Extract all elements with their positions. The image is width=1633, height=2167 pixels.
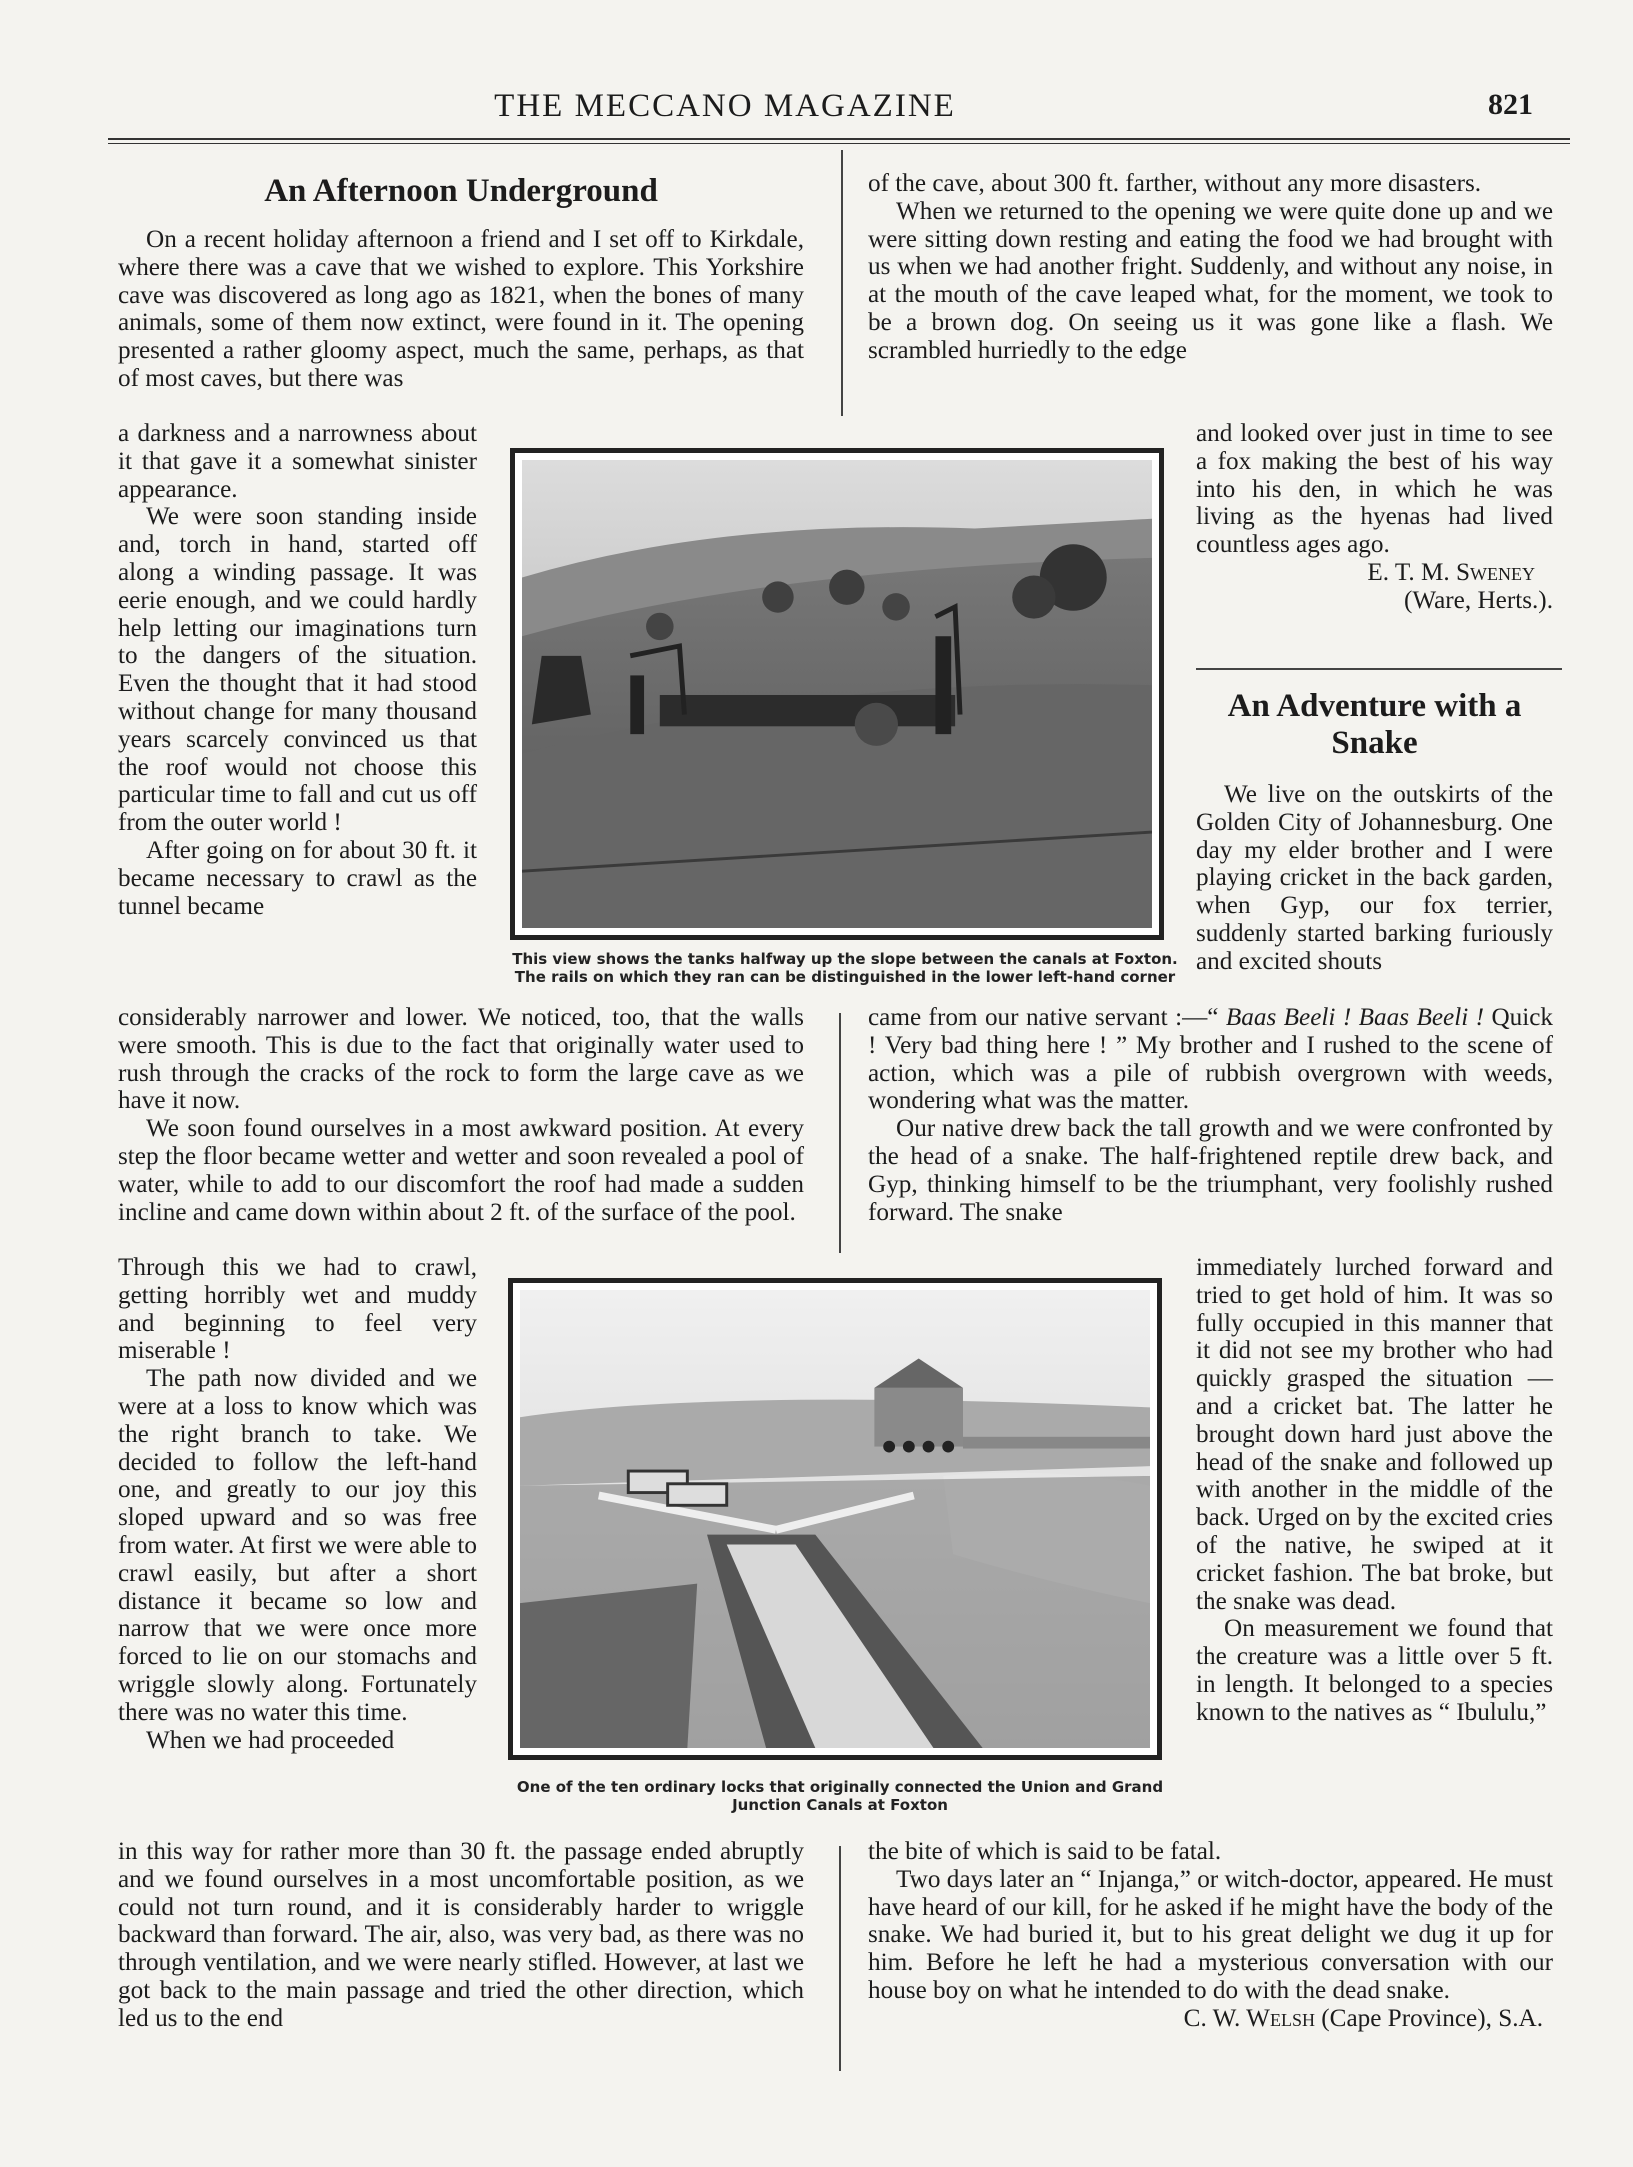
article1-location: (Ware, Herts.). [1403,586,1553,614]
header-rule-top [108,138,1570,140]
article-separator [1196,668,1562,670]
article1-text-left-narrow: a darkness and a narrowness about it that gave it a somewhat sinister appearance. We were soon standing inside and, torch in hand, started off along a winding passage. It was eerie enough, and we could hardly help letting our imaginations turn to the dangers of the situation. Even the thought that it had stood without change for many thousand years scarcely convinced us that the roof would not choose this particular time to fall and cut us off from the outer world ! After going on for about 30 ft. it became necessary to crawl as the tunnel became [118,420,477,920]
article-title-snake: An Adventure with a Snake [1227,688,1522,761]
article1-text-top: On a recent holiday afternoon a friend and I set off to Kirkdale, where there was a cave that we wished to explore. This Yorkshire cave was discovered as long ago as 1821, when the bones of many animals, some of them now extinct, were found in it. The opening presented a rather gloomy aspect, much the same, perhaps, as that of most caves, but there was [118,226,804,392]
column-divider-upper [841,150,843,416]
article1-author: E. T. M. Sweney [1367,558,1535,586]
article1-text-left-narrow-2: Through this we had to crawl, getting horribly wet and muddy and beginning to feel very miserable ! The path now divided and we were at a loss to know which was the right branch to take. We decided to follow the left-hand one, and greatly to our joy this sloped upward and so was free from water. At first we were able to crawl easily, but after a short distance it became so low and narrow that we were once more forced to lie on our stomachs and wriggle slowly along. Fortunately there was no water this time. When we had proceeded [118,1254,477,1754]
article2-text-narrow: We live on the outskirts of the Golden City of Johannesburg. One day my elder brother and I were playing cricket in the back garden, when Gyp, our fox terrier, suddenly started barking furiously and excited shouts [1196,781,1553,975]
photo-foxton-lock [508,1278,1162,1760]
caption-foxton-tanks: This view shows the tanks halfway up the slope between the canals at Foxton. The rails on which they ran can be distinguished in the lower left-hand corner [512,950,1178,986]
article2-text-narrow-2: immediately lurched forward and tried to get hold of him. It was so fully occupied in this manner that it did not see my brother who had quickly grasped the situation —and a cricket bat. The latter he brought down hard just above the head of the snake and followed up with another in the middle of the back. Urged on by the excited cries of the native, he swiped at it cricket fashion. The bat broke, but the snake was dead. On measurement we found that the creature was a little over 5 ft. in length. It belonged to a species known to the natives as “ Ibululu,” [1196,1254,1553,1726]
article1-text-mid: considerably narrower and lower. We noticed, too, that the walls were smooth. This is due to the fact that originally water used to rush through the cracks of the rock to form the large cave as we have it now. We soon found ourselves in a most awkward position. At every step the floor became wetter and wetter and soon revealed a pool of water, while to add to our discomfort the roof had made a sudden incline and came down within about 2 ft. of the surface of the pool. [118,1004,804,1226]
magazine-title: THE MECCANO MAGAZINE [494,88,956,124]
article1-text-bottom: in this way for rather more than 30 ft. the passage ended abruptly and we found ourselves in a most uncomfortable position, as we could not turn round, and it is considerably harder to wriggle backward than forward. The air, also, was very bad, as there was no through ventilation, and we were nearly stifled. However, at last we got back to the main passage and tried the other direction, which led us to the end [118,1838,804,2032]
photo-foxton-tanks [510,448,1164,940]
column-divider-middle [839,1013,841,1253]
article1-text-right-top: of the cave, about 300 ft. farther, without any more disasters. When we returned to the opening we were quite done up and we were sitting down resting and eating the food we had brought with us when we had another fright. Suddenly, and without any noise, in at the mouth of the cave leaped what, for the moment, we took to be a brown dog. On seeing us it was gone like a flash. We scrambled hurriedly to the edge [868,170,1553,364]
article-title-underground: An Afternoon Underground [264,173,658,209]
caption-foxton-lock: One of the ten ordinary locks that originally connected the Union and Grand Junction Canals at Foxton [516,1778,1164,1814]
article2-text-mid: came from our native servant :—“ Baas Beeli ! Baas Beeli ! Quick ! Very bad thing here ! ” My brother and I rushed to the scene of action, which was a pile of rubbish overgrown with weeds, wondering what was the matter. Our native drew back the tall growth and we were confronted by the head of a snake. The half-frightened reptile drew back, and Gyp, thinking himself to be the triumphant, very foolishly rushed forward. The snake [868,1004,1553,1226]
header-rule-bottom [108,143,1570,144]
article2-text-bottom: the bite of which is said to be fatal. Two days later an “ Injanga,” or witch-doctor, appeared. He must have heard of our kill, for he asked if he might have the body of the snake. We had buried it, but to his great delight we dug it up for him. Before he left he had a mysterious conversation with our house boy on what he intended to do with the dead snake. C. W. Welsh (Cape Province), S.A. [868,1838,1553,2032]
page-number: 821 [1488,88,1533,121]
article2-signature: C. W. Welsh (Cape Province), S.A. [1183,2004,1543,2032]
column-divider-lower [839,1846,841,2071]
article1-text-right-narrow: and looked over just in time to see a fox making the best of his way into his den, in which he was living as the hyenas had lived countless ages ago. E. T. M. Sweney (Ware, Herts.). [1196,420,1553,614]
